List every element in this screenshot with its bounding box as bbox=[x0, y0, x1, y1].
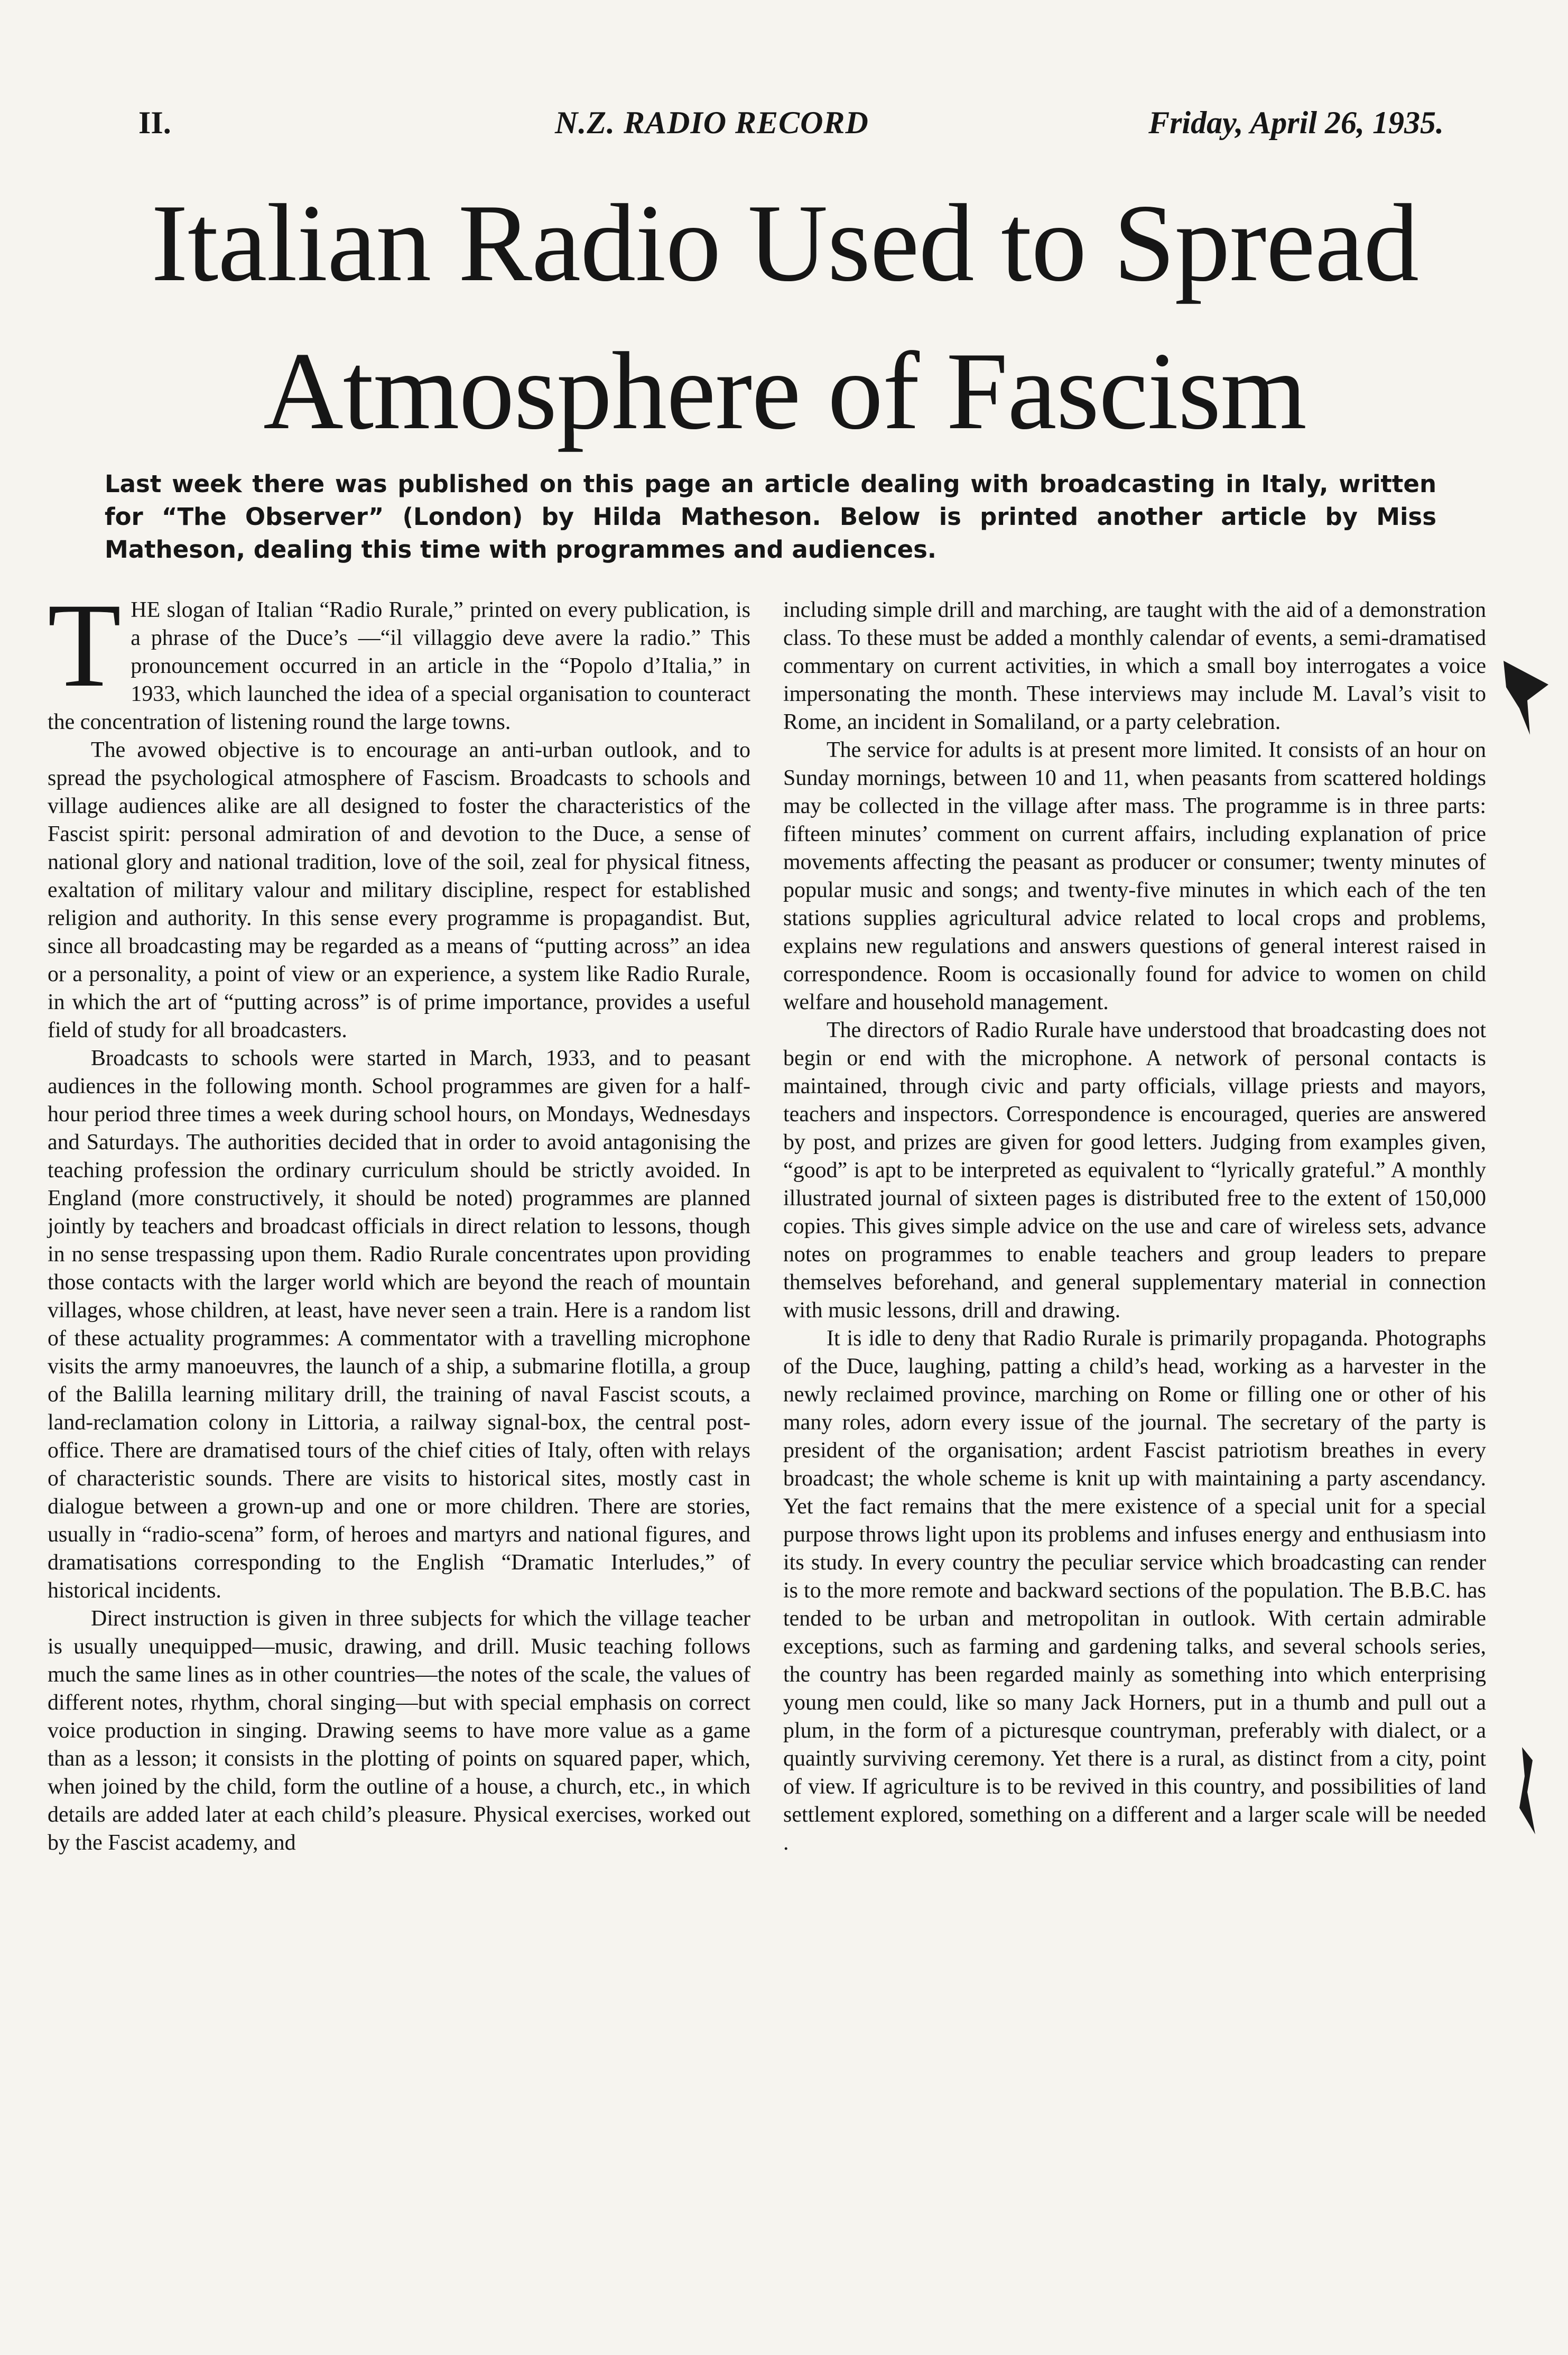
article-intro: Last week there was published on this page an article dealing with broadcasting in Italy, written for “The Observer” (London) by Hilda Matheson. Below is printed another article by Miss Matheson, dealing this time with programmes and audiences. bbox=[105, 470, 1436, 564]
paragraph: including simple drill and marching, are taught with the aid of a demonstration class. To these must be added a monthly calendar of events, a semi-dramatised commentary on current activities, in which a small boy interrogates a voice impersonating the month. These interviews may include M. Laval’s visit to Rome, an incident in Somaliland, or a party celebration. bbox=[783, 598, 1486, 734]
article-headline bbox=[42, 169, 1527, 465]
article-column-left bbox=[48, 579, 750, 1857]
ink-blot-mark bbox=[1511, 1744, 1543, 1840]
paragraph: Broadcasts to schools were started in March, 1933, and to peasant audiences in the following month. School programmes are given for a half-hour period three times a week during school hours, on Mondays, Wednesdays and Saturdays. The authorities decided that in order to avoid antagonising the teaching profession the ordinary curriculum should be strictly avoided. In England (more constructively, it should be noted) programmes are planned jointly by teachers and broadcast officials in direct relation to lessons, though in no sense trespassing upon them. Radio Rurale concentrates upon providing those contacts with the larger world which are beyond the reach of mountain villages, whose children, at least, have never seen a train. Here is a random list of these actuality programmes: A commentator with a travelling microphone visits the army manoeuvres, the launch of a ship, a submarine flotilla, a group of the Balilla learning military drill, the training of naval Fascist scouts, a land-reclamation colony in Littoria, a railway signal-box, the central post-office. There are dramatised tours of the chief cities of Italy, often with relays of characteristic sounds. There are visits to historical sites, mostly cast in dialogue between a grown-up and one or more children. There are stories, usually in “radio-scena” form, of heroes and martyrs and national figures, and dramatisations corresponding to the English “Dramatic Interludes,” of historical incidents. bbox=[48, 1046, 750, 1603]
ink-blot-mark bbox=[1498, 655, 1556, 745]
drop-cap: T bbox=[48, 579, 122, 712]
paragraph: Direct instruction is given in three subjects for which the village teacher is usually unequipped—music, drawing, and drill. Music teaching follows much the same lines as in other countries—the notes of the scale, the values of different notes, rhythm, choral singing—but with special emphasis on correct voice production in singing. Drawing seems to have more value as a game than as a lesson; it consists in the plotting of points on squared paper, which, when joined by the child, form the outline of a house, a church, etc., in which details are added later at each child’s pleasure. Physical exercises, worked out by the Fascist academy, and bbox=[48, 1606, 750, 1855]
paragraph: The avowed objective is to encourage an anti-urban outlook, and to spread the psychological atmosphere of Fascism. Broadcasts to schools and village audiences alike are all designed to foster the characteristics of the Fascist spirit: personal admiration of and devotion to the Duce, a sense of national glory and national tradition, love of the soil, zeal for physical fitness, exaltation of military valour and military discipline, respect for established religion and authority. In this sense every programme is propagandist. But, since all broadcasting may be regarded as a means of “putting across” an idea or a personality, a point of view or an experience, a system like Radio Rurale, in which the art of “putting across” is of prime importance, provides a useful field of study for all broadcasters. bbox=[48, 738, 750, 1042]
article-column-right bbox=[783, 596, 1486, 1857]
paragraph: The service for adults is at present more limited. It consists of an hour on Sunday mornings, between 10 and 11, when peasants from scattered holdings may be collected in the village after mass. The programme is in three parts: fifteen minutes’ comment on current affairs, including explanation of price movements affecting the peasant as producer or consumer; twenty minutes of popular music and songs; and twenty-five minutes in which each of the ten stations supplies agricultural advice related to local crops and problems, explains new regulations and answers questions of general interest raised in correspondence. Room is occasionally found for advice to women on child welfare and household management. bbox=[783, 738, 1486, 1014]
paragraph: It is idle to deny that Radio Rurale is primarily propaganda. Photographs of the Duce, laughing, patting a child’s head, working as a harvester in the newly reclaimed province, marching on Rome or filling one or other of his many roles, adorn every issue of the journal. The secretary of the party is president of the organisation; ardent Fascist patriotism breathes in every broadcast; the whole scheme is knit up with maintaining a party ascendancy. Yet the fact remains that the mere existence of a special unit for a special purpose throws light upon its problems and infuses energy and enthusiasm into its study. In every country the peculiar service which broadcasting can render is to the more remote and backward sections of the population. The B.B.C. has tended to be urban and metropolitan in outlook. With certain admirable exceptions, such as farming and gardening talks, and several schools series, the country has been regarded mainly as something into which enterprising young men could, like so many Jack Horners, put in a thumb and pull out a plum, in the form of a picturesque countryman, preferably with dialect, or a quaintly surviving ceremony. Yet there is a rural, as distinct from a city, point of view. If agriculture is to be revived in this country, and possibilities of land settlement explored, something on a different and a larger scale will be needed . bbox=[783, 1326, 1486, 1855]
headline-line-2: Atmosphere of Fascism bbox=[263, 330, 1306, 452]
paragraph: The directors of Radio Rurale have understood that broadcasting does not begin or end with the microphone. A network of personal contacts is maintained, through civic and party officials, village priests and mayors, teachers and inspectors. Correspondence is encouraged, queries are answered by post, and prizes are given for good letters. Judging from examples given, “good” is apt to be interpreted as equivalent to “lyrically grateful.” A monthly illustrated journal of sixteen pages is distributed free to the extent of 150,000 copies. This gives simple advice on the use and care of wireless sets, advance notes on programmes to enable teachers and group leaders to prepare themselves beforehand, and general supplementary material in connection with music lessons, drill and drawing. bbox=[783, 1018, 1486, 1323]
issue-date: Friday, April 26, 1935. bbox=[1148, 105, 1444, 140]
running-header bbox=[0, 105, 1568, 147]
page-number: II. bbox=[138, 105, 171, 140]
publication-title: N.Z. RADIO RECORD bbox=[555, 105, 869, 140]
headline-line-1: Italian Radio Used to Spread bbox=[151, 182, 1419, 304]
paragraph bbox=[48, 579, 750, 736]
paragraph-text: HE slogan of Italian “Radio Rurale,” printed on every publication, is a phrase of the Duce’s —“il villaggio deve avere la radio.” This pronouncement occurred in an article in the “Popolo d’Italia,” in 1933, which launched the idea of a special organisation to counteract the concentration of listening round the large towns. bbox=[48, 598, 750, 734]
